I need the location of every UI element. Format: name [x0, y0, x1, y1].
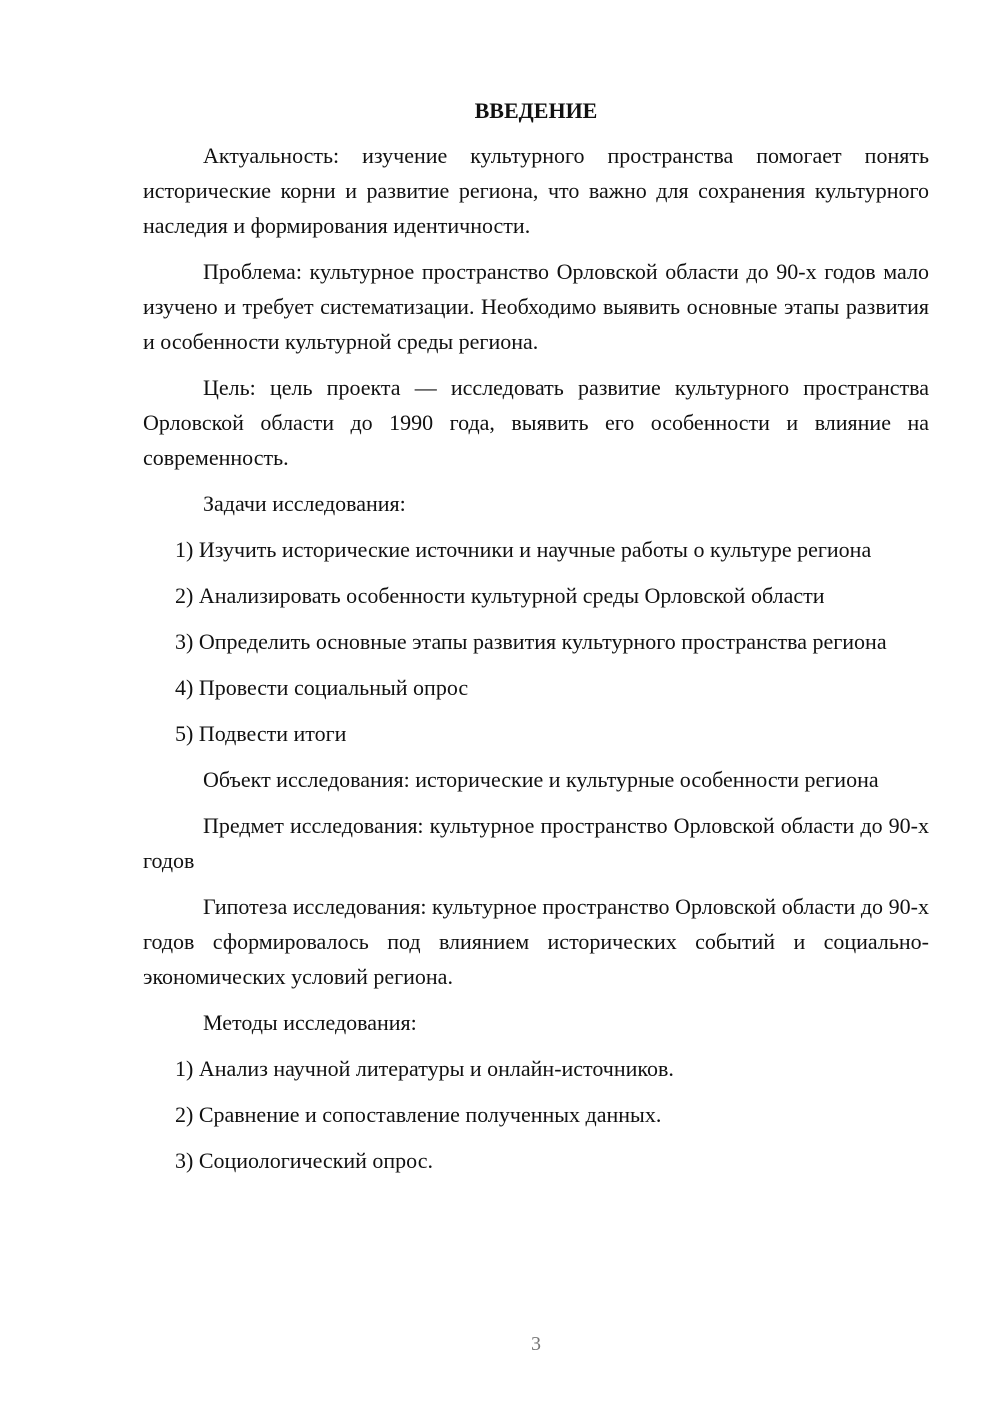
problem-paragraph: Проблема: культурное пространство Орловской области до 90-х годов мало изучено и требует систематизации. Необходимо выявить основные этапы развития и особенности культурной среды региона. [143, 259, 929, 354]
methods-heading: Методы исследования: [203, 1010, 417, 1035]
task-item-1: 1) Изучить исторические источники и научные работы о культуре региона [175, 537, 872, 562]
method-item-2: 2) Сравнение и сопоставление полученных данных. [175, 1102, 662, 1127]
tasks-list [143, 532, 929, 751]
page-number: 3 [531, 1333, 541, 1355]
object-paragraph: Объект исследования: исторические и культурные особенности региона [203, 767, 879, 792]
task-item-3: 3) Определить основные этапы развития культурного пространства региона [175, 629, 887, 654]
task-item-2: 2) Анализировать особенности культурной среды Орловской области [175, 583, 825, 608]
task-item-5: 5) Подвести итоги [175, 721, 347, 746]
task-item-4: 4) Провести социальный опрос [175, 675, 469, 700]
section-title: ВВЕДЕНИЕ [474, 98, 598, 123]
tasks-heading: Задачи исследования: [203, 491, 406, 516]
hypothesis-paragraph: Гипотеза исследования: культурное пространство Орловской области до 90-х годов сформировалось под влиянием исторических событий и социально-экономических условий региона. [143, 894, 929, 989]
method-item-1: 1) Анализ научной литературы и онлайн-источников. [175, 1056, 674, 1081]
relevance-paragraph: Актуальность: изучение культурного пространства помогает понять исторические корни и развитие региона, что важно для сохранения культурного наследия и формирования идентичности. [143, 143, 929, 238]
document-page [143, 93, 929, 1189]
subject-paragraph: Предмет исследования: культурное пространство Орловской области до 90-х годов [143, 813, 929, 873]
goal-paragraph: Цель: цель проекта — исследовать развитие культурного пространства Орловской области до 1990 года, выявить его особенности и влияние на современность. [143, 375, 929, 470]
methods-list [143, 1051, 929, 1178]
method-item-3: 3) Социологический опрос. [175, 1148, 433, 1173]
